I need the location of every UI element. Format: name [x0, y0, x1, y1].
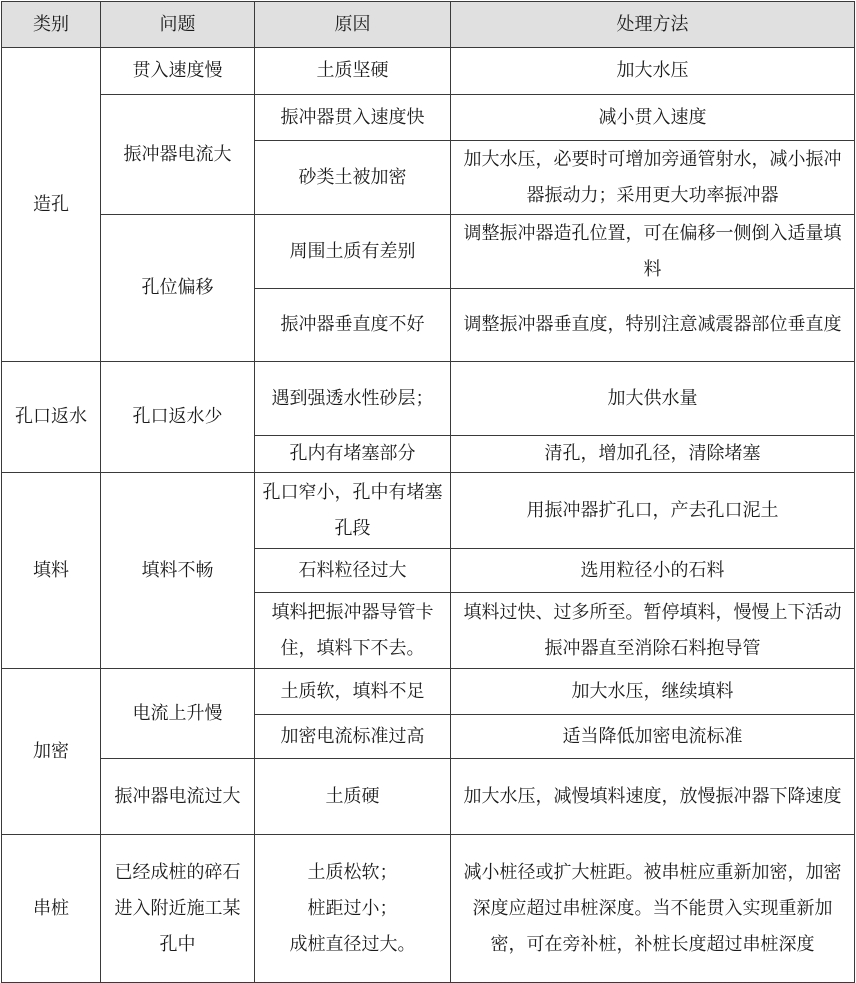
cause-cell: 砂类土被加密: [255, 141, 451, 215]
problem-cell: 电流上升慢: [101, 669, 255, 759]
solution-cell: 用振冲器扩孔口，产去孔口泥土: [451, 473, 855, 549]
cause-cell: 土质坚硬: [255, 48, 451, 95]
category-cell: 造孔: [2, 48, 101, 362]
troubleshooting-table: [1, 1, 855, 983]
problem-cell: 填料不畅: [101, 473, 255, 669]
cause-line: 桩距过小；: [307, 897, 398, 919]
cause-cell: 孔口窄小，孔中有堵塞孔段: [255, 473, 451, 549]
cause-cell: 土质软，填料不足: [255, 669, 451, 715]
cause-cell: 土质硬: [255, 759, 451, 835]
cause-cell: 振冲器垂直度不好: [255, 289, 451, 362]
solution-cell: 加大供水量: [451, 362, 855, 436]
table-row: [2, 759, 855, 835]
problem-cell: 振冲器电流过大: [101, 759, 255, 835]
cause-cell: 振冲器贯入速度快: [255, 95, 451, 141]
table-row: [2, 362, 855, 436]
problem-cell: 振冲器电流大: [101, 95, 255, 215]
category-cell: 填料: [2, 473, 101, 669]
category-cell: 串桩: [2, 835, 101, 983]
solution-cell: 选用粒径小的石料: [451, 549, 855, 593]
cause-cell: [255, 835, 451, 983]
cause-cell: 孔内有堵塞部分: [255, 436, 451, 473]
problem-cell: 孔位偏移: [101, 215, 255, 362]
table-row: [2, 48, 855, 95]
solution-cell: 调整振冲器造孔位置，可在偏移一侧倒入适量填料: [451, 215, 855, 289]
solution-cell: 调整振冲器垂直度，特别注意减震器部位垂直度: [451, 289, 855, 362]
cause-cell: 填料把振冲器导管卡住，填料下不去。: [255, 593, 451, 669]
table-row: [2, 215, 855, 289]
header-problem: 问题: [101, 2, 255, 48]
cause-cell: 遇到强透水性砂层；: [255, 362, 451, 436]
cause-cell: 加密电流标准过高: [255, 715, 451, 759]
solution-cell: 加大水压，减慢填料速度，放慢振冲器下降速度: [451, 759, 855, 835]
solution-cell: 减小桩径或扩大桩距。被串桩应重新加密，加密深度应超过串桩深度。当不能贯入实现重新加密，可在旁补桩，补桩长度超过串桩深度: [451, 835, 855, 983]
header-cause: 原因: [255, 2, 451, 48]
solution-cell: 适当降低加密电流标准: [451, 715, 855, 759]
solution-cell: 清孔，增加孔径，清除堵塞: [451, 436, 855, 473]
header-category: 类别: [2, 2, 101, 48]
solution-cell: 加大水压: [451, 48, 855, 95]
table-row: [2, 669, 855, 715]
solution-cell: 加大水压，必要时可增加旁通管射水，减小振冲器振动力；采用更大功率振冲器: [451, 141, 855, 215]
solution-cell: 填料过快、过多所至。暂停填料，慢慢上下活动振冲器直至消除石料抱导管: [451, 593, 855, 669]
table-row: [2, 835, 855, 983]
problem-cell: 孔口返水少: [101, 362, 255, 473]
category-cell: 加密: [2, 669, 101, 835]
header-solution: 处理方法: [451, 2, 855, 48]
cause-line: 成桩直径过大。: [289, 933, 416, 955]
header-row: [2, 2, 855, 48]
solution-cell: 加大水压，继续填料: [451, 669, 855, 715]
solution-cell: 减小贯入速度: [451, 95, 855, 141]
cause-line: 土质松软；: [307, 861, 398, 883]
category-cell: 孔口返水: [2, 362, 101, 473]
problem-cell: 已经成桩的碎石进入附近施工某孔中: [101, 835, 255, 983]
problem-cell: 贯入速度慢: [101, 48, 255, 95]
table-row: [2, 95, 855, 141]
table-row: [2, 473, 855, 549]
cause-cell: 石料粒径过大: [255, 549, 451, 593]
cause-cell: 周围土质有差别: [255, 215, 451, 289]
